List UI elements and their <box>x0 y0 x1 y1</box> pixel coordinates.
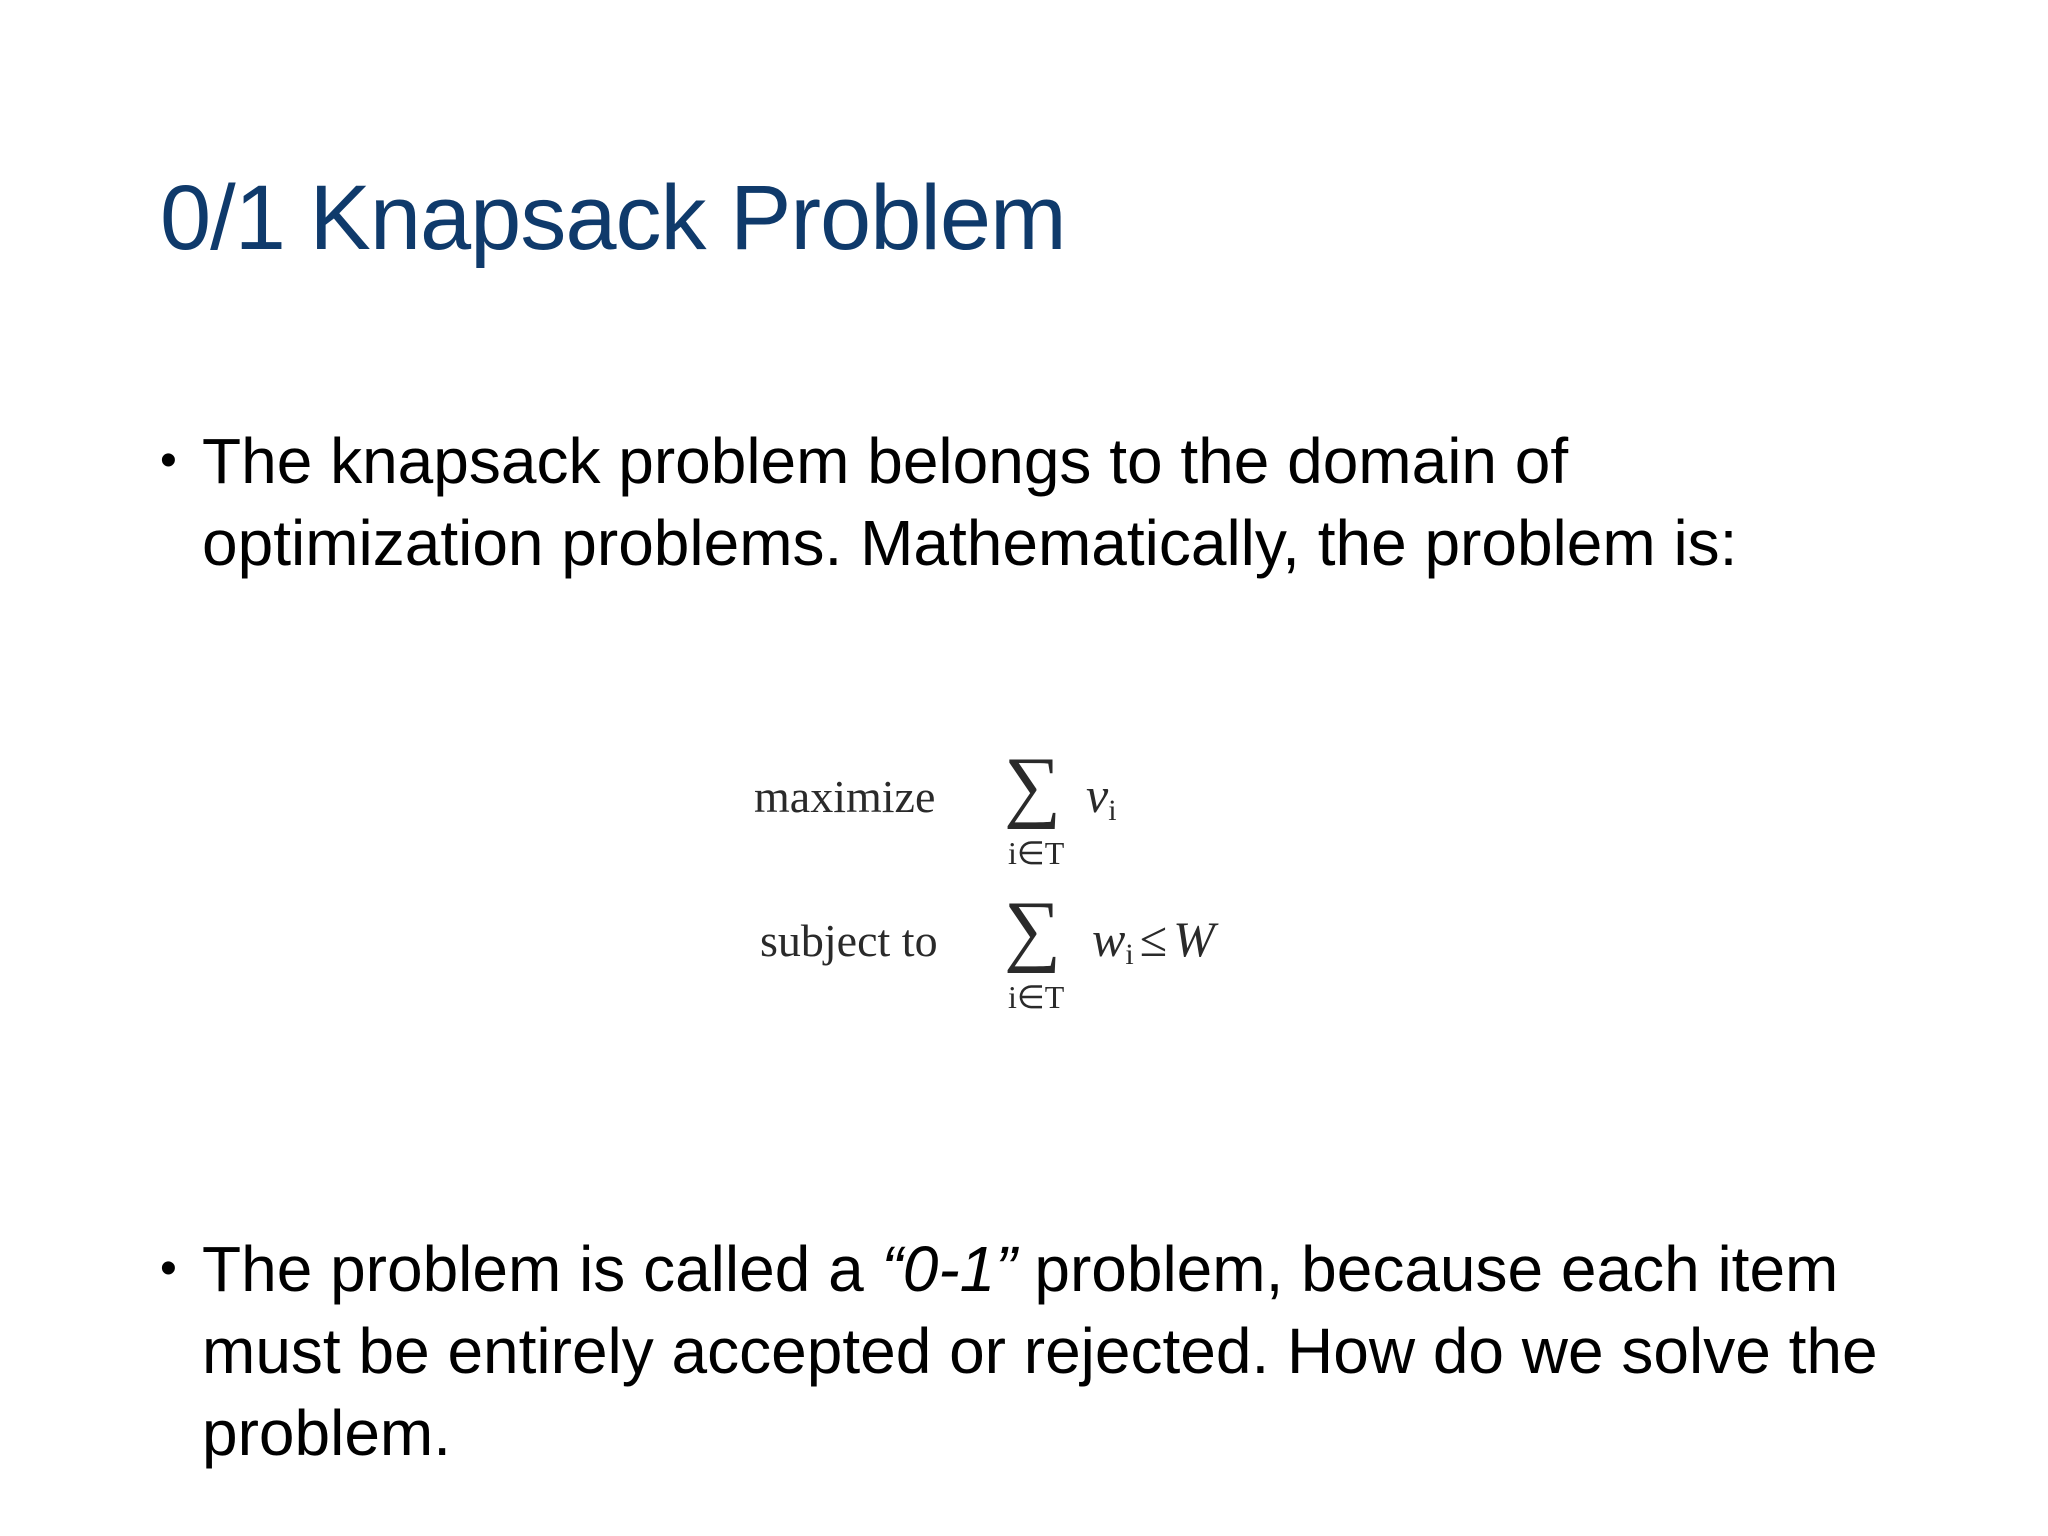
bullet-text: The knapsack problem belongs to the domain of optimization problems. Mathematically, the problem is: <box>202 425 1738 579</box>
summation-index: i∈T <box>1008 979 1065 1015</box>
bullet-text-after: problem, because each item must be entirely accepted or rejected. How do we solve the problem. <box>202 1233 1878 1469</box>
bullet-marker: • <box>160 434 177 487</box>
summation-symbol: ∑ <box>1004 886 1062 974</box>
bullet-point-2 <box>160 1228 1920 1474</box>
bullet-text <box>202 1228 1920 1474</box>
capacity-variable: W <box>1173 911 1215 967</box>
bullet-emphasis: “0-1” <box>881 1233 1017 1305</box>
summation-symbol: ∑ <box>1004 742 1062 830</box>
constraint-keyword: subject to <box>760 915 938 966</box>
constraint-expression <box>1092 911 1215 980</box>
knapsack-formula <box>740 740 1320 1040</box>
summation-index: i∈T <box>1008 835 1065 871</box>
weight-subscript: i <box>1125 938 1134 971</box>
slide-title: 0/1 Knapsack Problem <box>160 167 1066 269</box>
objective-expression <box>1086 767 1117 836</box>
bullet-marker: • <box>160 1242 177 1295</box>
bullet-text-before: The problem is called a <box>202 1233 882 1305</box>
weight-variable: w <box>1092 911 1126 967</box>
objective-row <box>740 740 1320 880</box>
constraint-row <box>740 884 1320 1024</box>
value-variable: v <box>1086 767 1109 823</box>
objective-keyword: maximize <box>754 771 936 822</box>
bullet-point-1 <box>160 420 1920 584</box>
less-equal-symbol: ≤ <box>1139 911 1168 967</box>
value-subscript: i <box>1108 794 1117 827</box>
